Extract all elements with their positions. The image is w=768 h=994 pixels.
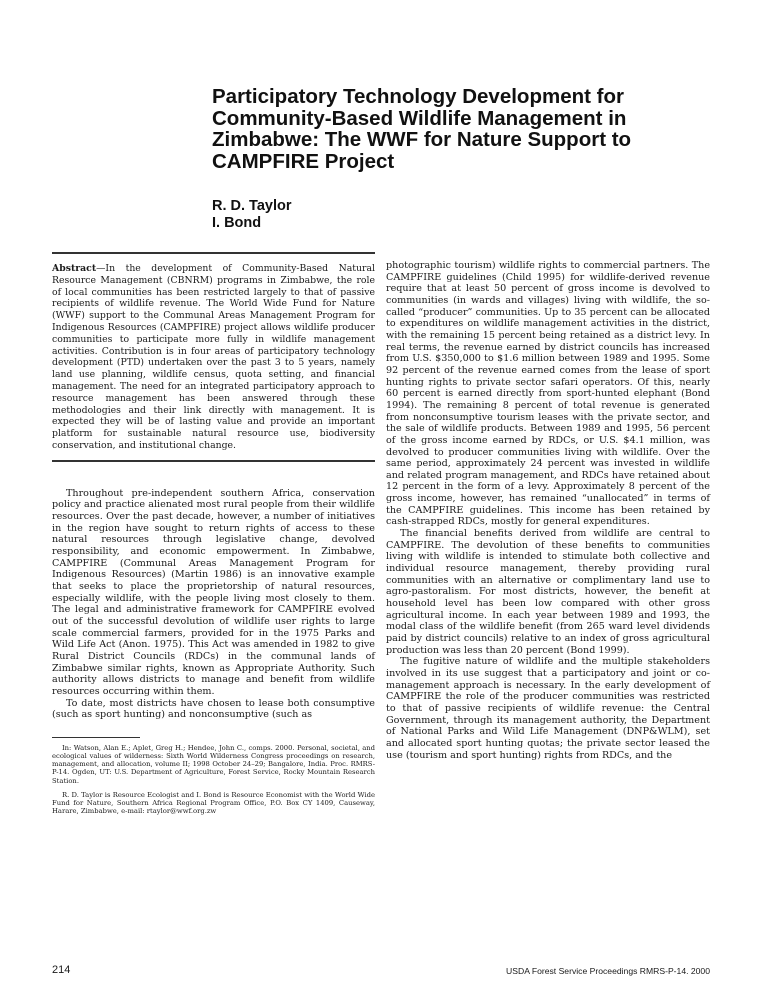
left-body-text [52,488,375,721]
running-footer: USDA Forest Service Proceedings RMRS-P-14. 2000 [506,966,710,976]
abstract-bottom-rule [52,460,375,462]
body-paragraph: photographic tourism) wildlife rights to commercial partners. The CAMPFIRE guidelines (Child 1995) for wildlife-derived revenue require that at least 50 percent of gross income is devolved to communities (in wards and villages) living with wildlife, the so-called “producer” communities. Up to 35 percent can be allocated to expenditures on wildlife management activities in the district, with the remaining 15 percent being retained as a district levy. In real terms, the revenue earned by district councils has increased from U.S. $350,000 to $1.6 million between 1989 and 1995. Some 92 percent of the revenue earned comes from the lease of sport hunting rights to private sector safari operators. Of this, nearly 60 percent is earned directly from sport-hunted elephant (Bond 1994). The remaining 8 percent of total revenue is generated from nonconsumptive tourism leases with the private sector, and the sale of wildlife products. Between 1989 and 1995, 56 percent of the gross income earned by RDCs, or U.S. $4.1 million, was devolved to producer communities living with wildlife. Over the same period, approximately 24 percent was invested in wildlife and related program management, and RDCs have retained about 12 percent in the form of a levy. Approximately 8 percent of the gross income, however, has remained “unallocated” in terms of the CAMPFIRE guidelines. This income has been retained by cash-strapped RDCs, mostly for general expenditures. [386,260,710,528]
author-list [212,198,512,232]
right-column [386,260,710,761]
abstract [52,254,375,452]
body-paragraph: To date, most districts have chosen to lease both consumptive (such as sport hunting) and nonconsumptive (such as [52,697,375,721]
left-column [52,252,375,816]
body-paragraph: The financial benefits derived from wildlife are central to CAMPFIRE. The devolution of these benefits to communities living with wildlife is intended to stimulate both collective and individual resource management, thereby providing rural communities with an alternative or complimentary land use to agro-pastoralism. For most districts, however, the benefit at household level has been low compared with other gross agricultural income. In each year between 1989 and 1993, the modal class of the wildlife benefit (from 265 ward level dividends paid by district councils) relative to an index of gross agricultural production was less than 20 percent (Bond 1999). [386,528,710,656]
author-name: R. D. Taylor [212,198,292,214]
footnote-authors: R. D. Taylor is Resource Ecologist and I. Bond is Resource Economist with the World Wide Fund for Nature, Southern Africa Regional Program Office, P.O. Box CY 1409, Causeway, Harare, Zimbabwe, e-mail: rtaylor@wwf.org.zw [52,790,375,816]
paper-title: Participatory Technology Development for Community-Based Wildlife Management in Zimbabwe: The WWF for Nature Support to CAMPFIRE Project [212,85,632,173]
footnote-citation: In: Watson, Alan E.; Aplet, Greg H.; Hendee, John C., comps. 2000. Personal, societal, and ecological values of wilderness: Sixth World Wilderness Congress proceedings on research, management, and allocation, volume II; 1998 October 24–29; Bangalore, India. Proc. RMRS-P-14. Ogden, UT: U.S. Department of Agriculture, Forest Service, Rocky Mountain Research Station. [52,743,375,785]
body-paragraph: Throughout pre-independent southern Africa, conservation policy and practice alienated most rural people from their wildlife resources. Over the past decade, however, a number of initiatives in the region have sought to return rights of access to these natural resources through legislative change, devolved responsibility, and economic empowerment. In Zimbabwe, CAMPFIRE (Communal Areas Management Program for Indigenous Resources) (Martin 1986) is an innovative example that seeks to place the proprietorship of natural resources, especially wildlife, with the people living most closely to them. The legal and administrative framework for CAMPFIRE evolved out of the successful devolution of wildlife user rights to large scale commercial farmers, provided for in the 1975 Parks and Wild Life Act (Anon. 1975). This Act was amended in 1982 to give Rural District Councils (RDCs) in the communal lands of Zimbabwe similar rights, known as Appropriate Authority. Such authority allows districts to manage and benefit from wildlife resources occurring within them. [52,487,375,697]
abstract-text: —In the development of Community-Based Natural Resource Management (CBNRM) programs in Zimbabwe, the role of local communities has been restricted largely to that of passive recipients of wildlife revenue. The World Wide Fund for Nature (WWF) support to the Communal Areas Management Program for Indigenous Resources (CAMPFIRE) project allows wildlife producer communities to participate more fully in wildlife management activities. Contribution is in four areas of participatory technology development (PTD) undertaken over the past 3 to 5 years, namely land use planning, wildlife census, quota setting, and financial management. The need for an integrated participatory approach to resource management has been answered through these methodologies and their link directly with management. It is expected they will be of lasting value and provide an important platform for sustainable natural resource use, biodiversity conservation, and institutional change. [52,263,375,451]
body-paragraph: The fugitive nature of wildlife and the multiple stakeholders involved in its use suggest that a participatory and joint or co-management approach is necessary. In the early development of CAMPFIRE the role of the producer communities was restricted to that of passive recipients of wildlife revenue: the Central Government, through its management authority, the Department of National Parks and Wild Life Management (DNP&WLM), set and allocated sport hunting quotas; the private sector leased the use (tourism and sport hunting) rights from RDCs, and the [386,656,710,761]
author-name: I. Bond [212,215,262,231]
footnote-rule [52,737,140,738]
abstract-label: Abstract [52,263,97,274]
page-number: 214 [52,964,71,976]
